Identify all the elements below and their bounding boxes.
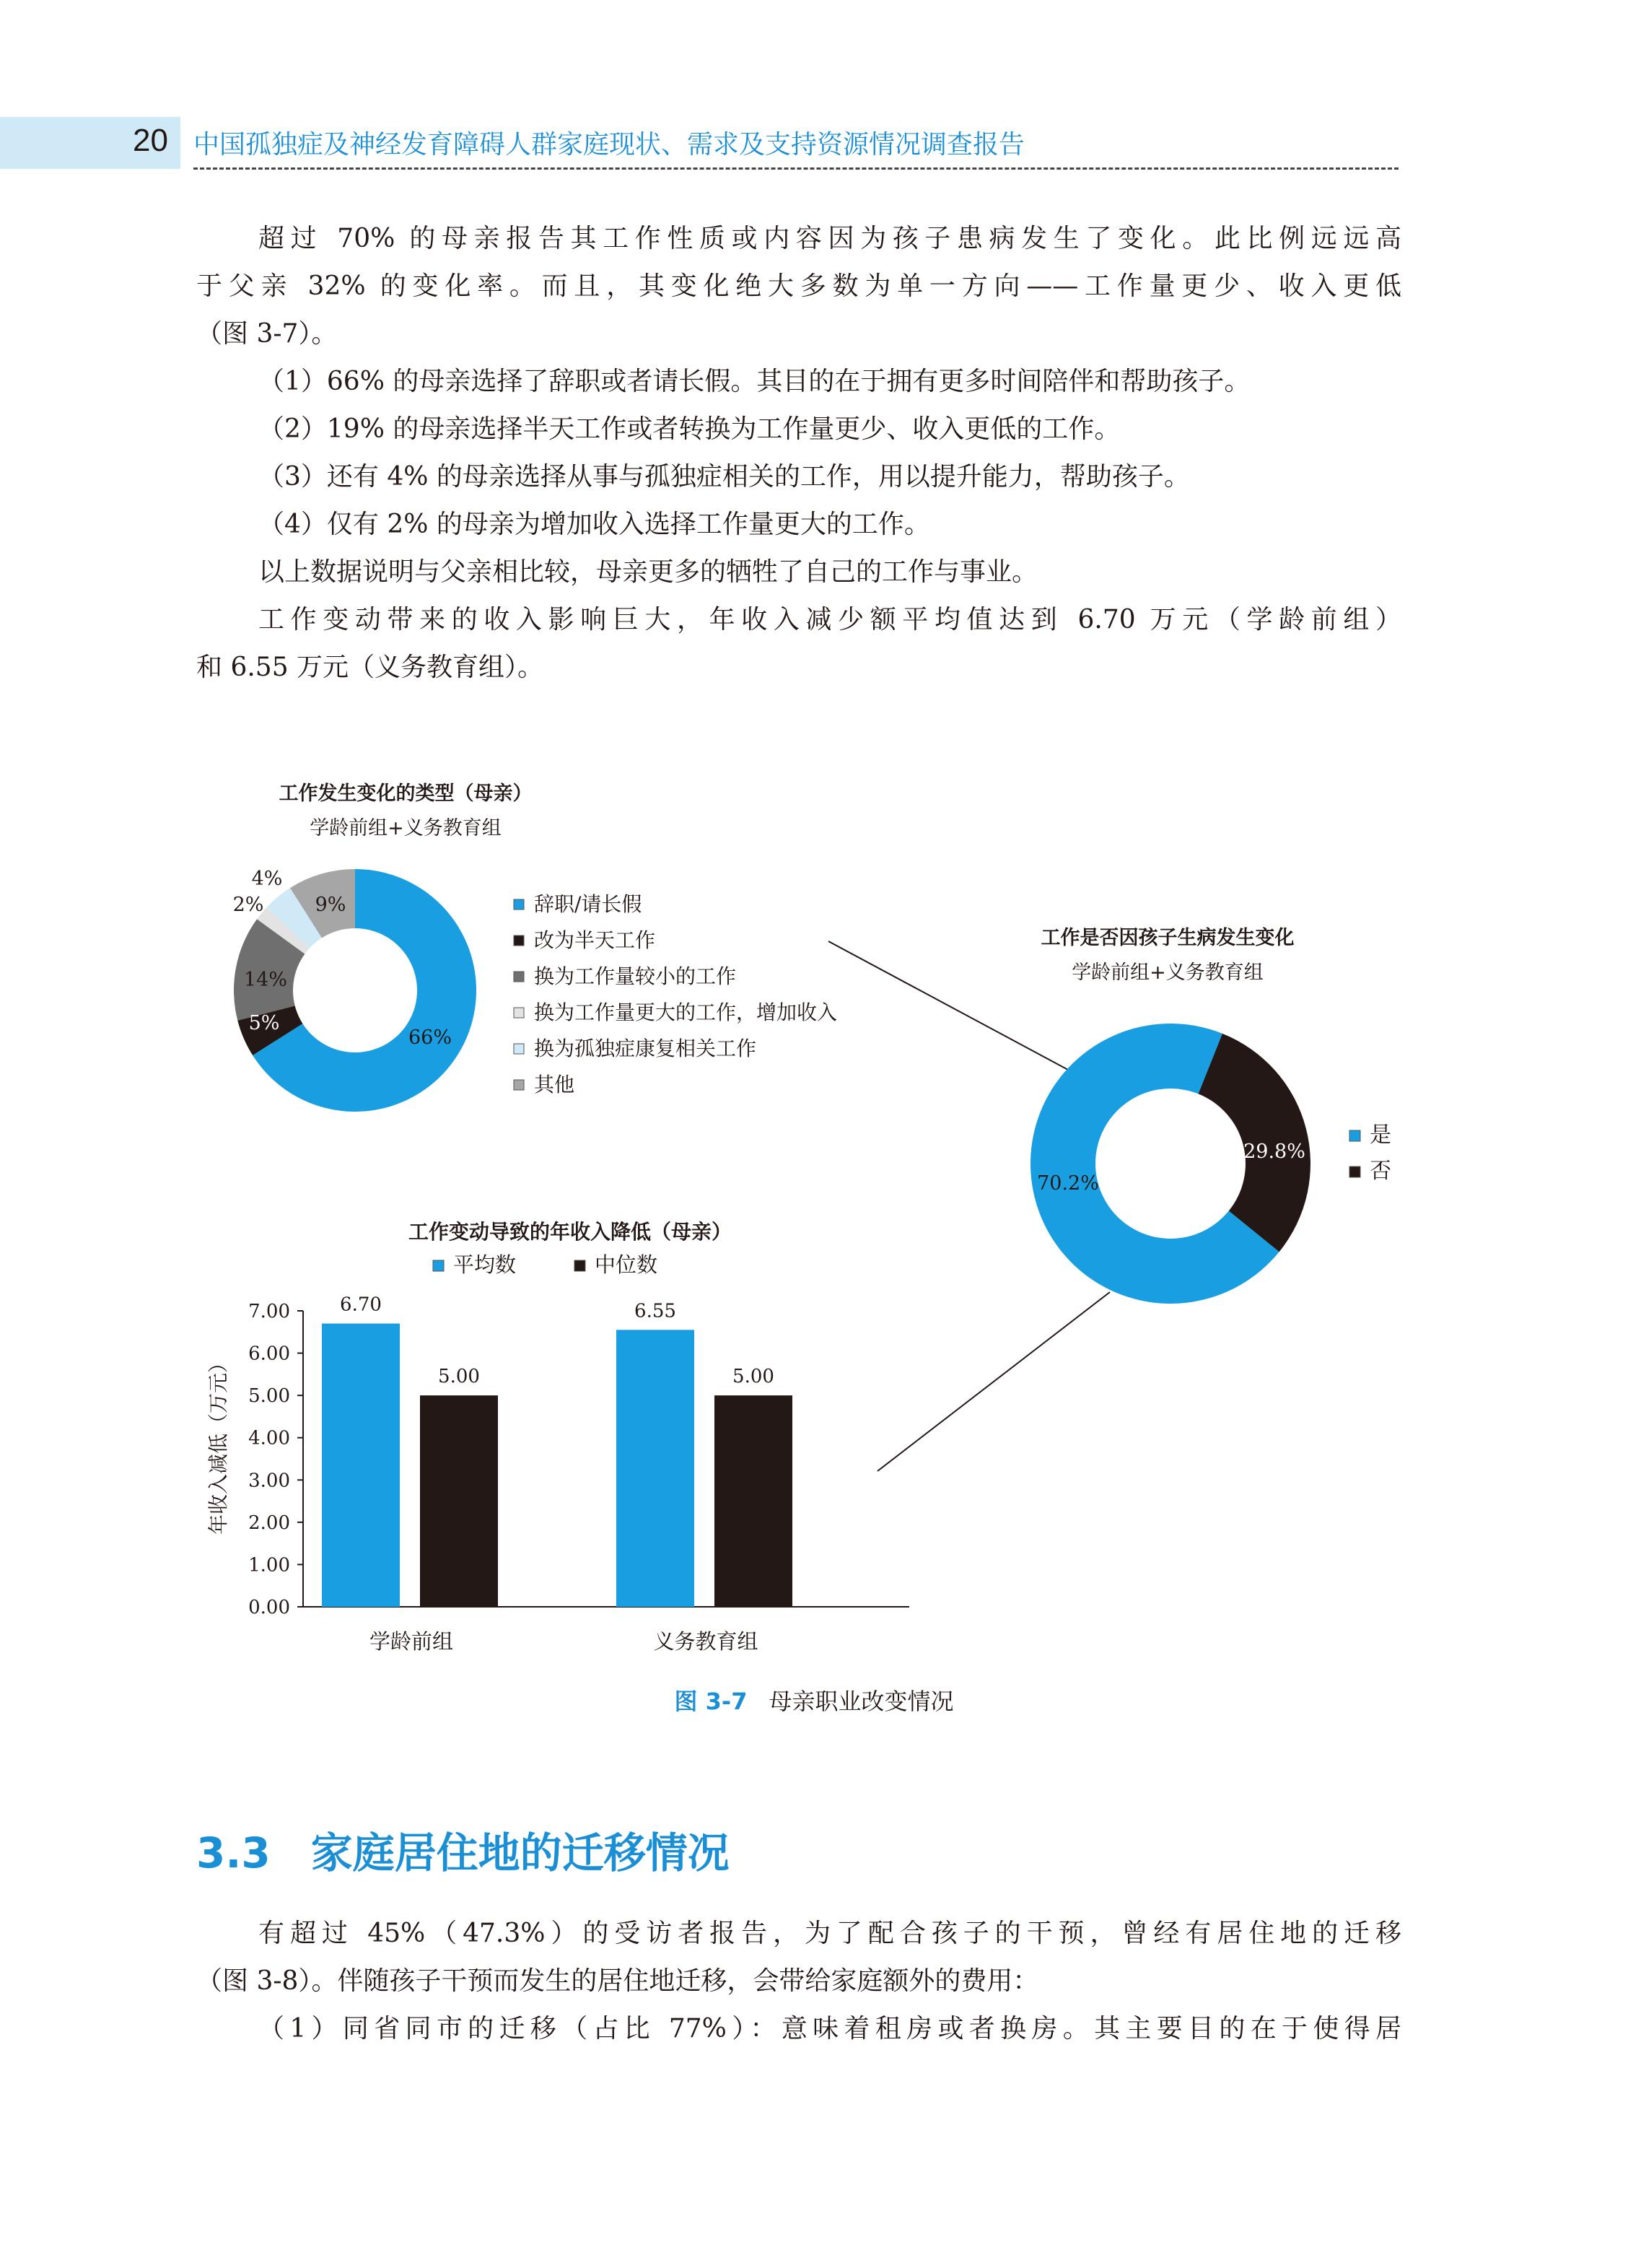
- y-tick-label: 6.00: [248, 1343, 290, 1365]
- legend-swatch: [433, 1260, 444, 1271]
- list-item: （1）66% 的母亲选择了辞职或者请长假。其目的在于拥有更多时间陪伴和帮助孩子。: [258, 367, 1251, 396]
- legend-swatch: [514, 899, 524, 910]
- legend-label: 平均数: [453, 1252, 517, 1277]
- y-tick-label: 4.00: [248, 1427, 290, 1449]
- y-tick-label: 2.00: [248, 1512, 290, 1534]
- y-tick-label: 1.00: [248, 1554, 290, 1576]
- donut1-value-label: 14%: [243, 969, 288, 991]
- legend-label: 否: [1370, 1159, 1391, 1184]
- list-item: （3）还有 4% 的母亲选择从事与孤独症相关的工作，用以提升能力，帮助孩子。: [258, 462, 1190, 492]
- legend-label: 辞职/请长假: [534, 892, 642, 916]
- bar: [322, 1324, 400, 1607]
- bar: [616, 1330, 694, 1607]
- connector-line: [828, 941, 1068, 1070]
- paragraph-line: 于父亲 32% 的变化率。而且，其变化绝大多数为单一方向——工作量更少、收入更低: [196, 271, 1401, 301]
- legend-swatch: [514, 935, 524, 946]
- running-header-title: 中国孤独症及神经发育障碍人群家庭现状、需求及支持资源情况调查报告: [193, 130, 1025, 160]
- bar-legend: [433, 1252, 657, 1277]
- y-axis-label: 年收入减低（万元）: [206, 1352, 230, 1535]
- donut1-value-label: 5%: [248, 1012, 280, 1034]
- bar-data-label: 5.00: [732, 1366, 774, 1388]
- donut2-value-label: 29.8%: [1243, 1140, 1305, 1163]
- donut2-legend: [1349, 1122, 1391, 1184]
- figure-caption: [0, 1683, 1628, 1717]
- donut1-value-label: 9%: [315, 894, 346, 916]
- connector-line: [878, 1292, 1110, 1471]
- figure-caption-text: 母亲职业改变情况: [769, 1688, 954, 1715]
- bar-data-label: 5.00: [438, 1366, 480, 1388]
- donut2-value-label: 70.2%: [1037, 1172, 1099, 1195]
- paragraph-line: 工作变动带来的收入影响巨大，年收入减少额平均值达到 6.70 万元（学龄前组）: [258, 605, 1401, 634]
- legend-swatch: [574, 1260, 585, 1271]
- section-number: 3.3: [196, 1828, 271, 1877]
- donut1-value-label: 2%: [232, 894, 264, 916]
- bar-data-label: 6.55: [634, 1300, 676, 1322]
- bar: [420, 1395, 498, 1607]
- y-tick-label: 3.00: [248, 1470, 290, 1492]
- body-text-bottom: [196, 1910, 1401, 2053]
- legend-swatch: [514, 1044, 524, 1054]
- paragraph-line: （图 3-8）。伴随孩子干预而发生的居住地迁移，会带给家庭额外的费用：: [196, 1966, 1039, 1996]
- list-item: （2）19% 的母亲选择半天工作或者转换为工作量更少、收入更低的工作。: [258, 414, 1121, 444]
- legend-label: 换为孤独症康复相关工作: [534, 1037, 757, 1060]
- donut1-value-label: 66%: [408, 1026, 452, 1049]
- bar: [714, 1395, 792, 1607]
- legend-label: 改为半天工作: [534, 928, 656, 952]
- legend-swatch: [1349, 1166, 1360, 1177]
- section-title: 家庭居住地的迁移情况: [310, 1828, 730, 1877]
- figure-number: 图 3-7: [674, 1688, 748, 1715]
- bar-chart: [248, 1294, 909, 1654]
- page-number: 20: [133, 123, 168, 158]
- y-tick-label: 5.00: [248, 1385, 290, 1408]
- donut1-chart: [233, 868, 476, 1112]
- y-tick-label: 0.00: [248, 1597, 290, 1618]
- x-tick-label: 学龄前组: [369, 1629, 454, 1654]
- donut1-legend: [514, 892, 837, 1096]
- section-heading: [196, 1819, 730, 1880]
- legend-swatch: [1349, 1130, 1360, 1141]
- legend-swatch: [514, 972, 524, 982]
- legend-label: 其他: [534, 1073, 575, 1096]
- list-item: （4）仅有 2% 的母亲为增加收入选择工作量更大的工作。: [258, 510, 930, 539]
- donut2-title: 工作是否因孩子生病发生变化: [1041, 927, 1295, 949]
- paragraph-line: 超过 70% 的母亲报告其工作性质或内容因为孩子患病发生了变化。此比例远远高: [258, 224, 1401, 253]
- paragraph-line: 以上数据说明与父亲相比较，母亲更多的牺牲了自己的工作与事业。: [258, 557, 1038, 587]
- legend-swatch: [514, 1008, 524, 1018]
- y-tick-label: 7.00: [248, 1301, 290, 1322]
- bar-data-label: 6.70: [340, 1294, 382, 1316]
- paragraph-line: 有超过 45%（47.3%）的受访者报告，为了配合孩子的干预，曾经有居住地的迁移: [258, 1919, 1401, 1948]
- donut2-chart: [1030, 1024, 1310, 1304]
- donut2-subtitle: 学龄前组+义务教育组: [1072, 961, 1264, 984]
- legend-label: 是: [1370, 1122, 1391, 1148]
- legend-swatch: [514, 1080, 524, 1090]
- list-item: （1）同省同市的迁移（占比 77%）：意味着租房或者换房。其主要目的在于使得居: [258, 2014, 1401, 2044]
- donut1-title: 工作发生变化的类型（母亲）: [279, 782, 533, 805]
- donut1-value-label: 4%: [251, 868, 283, 890]
- legend-label: 换为工作量更大的工作，增加收入: [534, 1000, 838, 1024]
- legend-label: 换为工作量较小的工作: [534, 964, 737, 988]
- legend-label: 中位数: [595, 1252, 658, 1277]
- donut1-subtitle: 学龄前组+义务教育组: [310, 817, 502, 839]
- paragraph-line: （图 3-7）。: [196, 319, 338, 349]
- x-tick-label: 义务教育组: [653, 1629, 758, 1654]
- bar-chart-title: 工作变动导致的年收入降低（母亲）: [408, 1220, 732, 1244]
- paragraph-line: 和 6.55 万元（义务教育组）。: [196, 653, 544, 682]
